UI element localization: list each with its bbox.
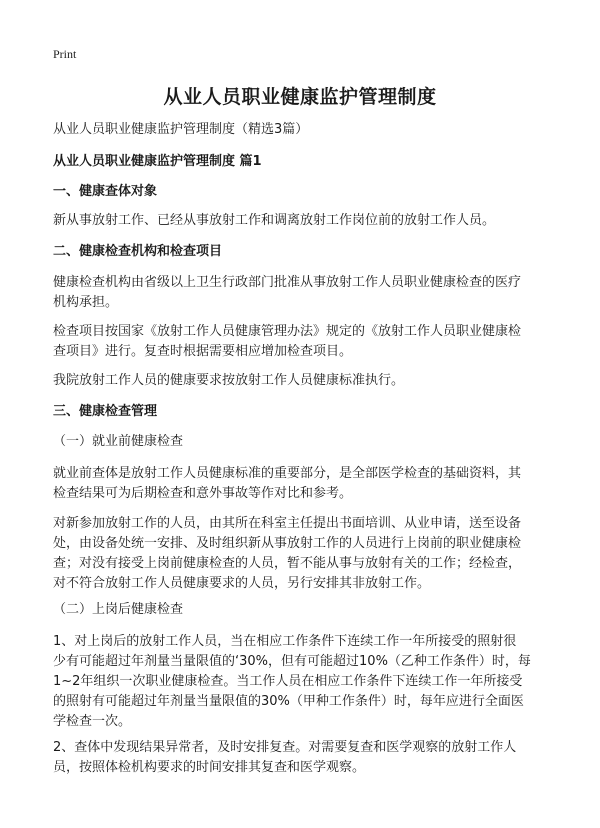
paragraph-line: 处，由设备处统一安排、及时组织新从事放射工作的人员进行上岗前的职业健康检 bbox=[53, 536, 522, 551]
paragraph-line: 就业前查体是放射工作人员健康标准的重要部分，是全部医学检查的基础资料，其 bbox=[53, 466, 522, 481]
section2-paragraph-3: 我院放射工作人员的健康要求按放射工作人员健康标准执行。 bbox=[53, 373, 405, 388]
paragraph-line: 查；对没有接受上岗前健康检查的人员，暂不能从事与放射有关的工作；经检查， bbox=[53, 556, 522, 571]
section-heading-1: 一、健康查体对象 bbox=[53, 184, 158, 199]
section2-paragraph-2 bbox=[53, 322, 553, 362]
section-heading-2: 二、健康检查机构和检查项目 bbox=[53, 244, 223, 259]
paragraph-line: 2、查体中发现结果异常者，及时安排复查。对需要复查和医学观察的放射工作人 bbox=[53, 740, 517, 755]
paragraph-line: 机构承担。 bbox=[53, 295, 119, 310]
section1-paragraph: 新从事放射工作、已经从事放射工作和调离放射工作岗位前的放射工作人员。 bbox=[53, 213, 496, 228]
paragraph-line: 学检查一次。 bbox=[53, 714, 132, 729]
subsection1-paragraph-1 bbox=[53, 464, 553, 504]
paragraph-line: 员，按照体检机构要求的时间安排其复查和医学观察。 bbox=[53, 760, 366, 775]
subsection2-paragraph-1 bbox=[53, 632, 553, 732]
paragraph-line: 检查结果可为后期检查和意外事故等作对比和参考。 bbox=[53, 486, 353, 501]
paragraph-line: 检查项目按国家《放射工作人员健康管理办法》规定的《放射工作人员职业健康检 bbox=[53, 324, 522, 339]
section-heading-3: 三、健康检查管理 bbox=[53, 404, 158, 419]
subsection2-paragraph-2 bbox=[53, 738, 553, 778]
article-heading: 从业人员职业健康监护管理制度 篇1 bbox=[53, 154, 262, 169]
paragraph-line: 查项目》进行。复查时根据需要相应增加检查项目。 bbox=[53, 344, 353, 359]
section2-paragraph-1 bbox=[53, 273, 553, 313]
document-title: 从业人员职业健康监护管理制度 bbox=[163, 86, 437, 108]
paragraph-line: 1、对上岗后的放射工作人员，当在相应工作条件下连续工作一年所接受的照射很 bbox=[53, 634, 517, 649]
document-subtitle: 从业人员职业健康监护管理制度（精选3篇） bbox=[53, 122, 309, 137]
paragraph-line: 少有可能超过年剂量当量限值的‘30%，但有可能超过10%（乙种工作条件）时，每 bbox=[53, 654, 531, 669]
subsection1-paragraph-2 bbox=[53, 514, 553, 594]
print-label: Print bbox=[53, 47, 77, 61]
paragraph-line: 1~2年组织一次职业健康检查。当工作人员在相应工作条件下连续工作一年所接受 bbox=[53, 674, 523, 689]
paragraph-line: 对新参加放射工作的人员，由其所在科室主任提出书面培训、从业申请，送至设备 bbox=[53, 516, 522, 531]
paragraph-line: 对不符合放射工作人员健康要求的人员，另行安排其非放射工作。 bbox=[53, 576, 431, 591]
subsection-heading-2: （二）上岗后健康检查 bbox=[53, 602, 184, 617]
paragraph-line: 的照射有可能超过年剂量当量限值的30%（甲种工作条件）时，每年应进行全面医 bbox=[53, 694, 524, 709]
subsection-heading-1: （一）就业前健康检查 bbox=[53, 434, 184, 449]
paragraph-line: 健康检查机构由省级以上卫生行政部门批准从事放射工作人员职业健康检查的医疗 bbox=[53, 275, 522, 290]
